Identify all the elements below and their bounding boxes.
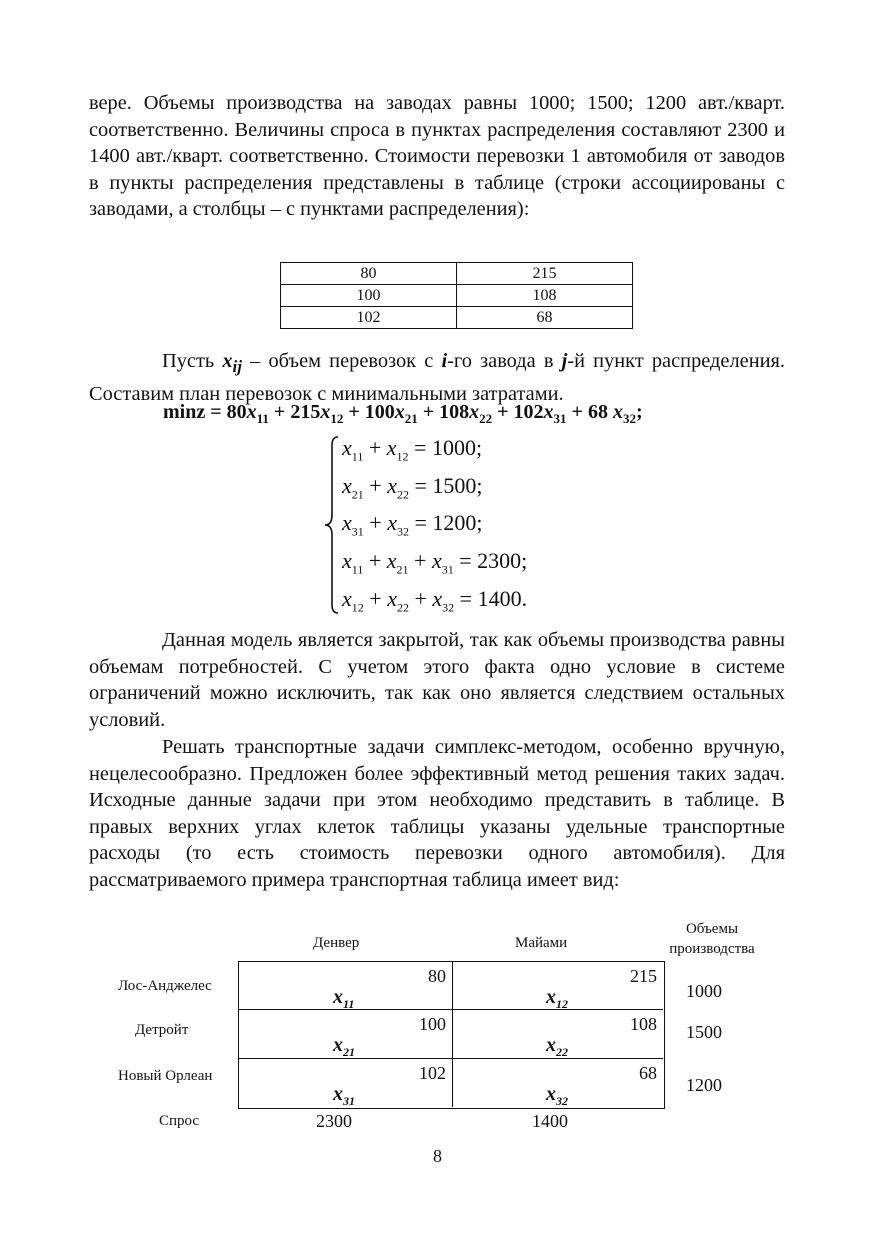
table-cell: [239, 1010, 453, 1059]
table-cell: 100: [281, 285, 457, 307]
table-cell: 108: [457, 285, 633, 307]
constraint-2: $x_{21} + x_{22} = 1500$;: [342, 473, 483, 502]
supply-value: 1500: [686, 1022, 722, 1042]
left-brace: [322, 433, 342, 618]
table-cell: [453, 1010, 663, 1059]
paragraph-closed-model: Данная модель является закрытой, так как объемы производства равны объемам потребностей. С учетом этого факта одно условие в системе ограничений можно исключить, так как оно является следствием остальных условий.: [89, 629, 785, 731]
variable-label: $x_{12}$: [546, 986, 568, 1011]
constraint-3: $x_{31} + x_{32} = 1200$;: [342, 510, 483, 539]
constraint-1: $x_{11} + x_{12} = 1000$;: [342, 435, 483, 464]
table-row: [281, 263, 633, 285]
table-cell: 102: [281, 307, 457, 329]
demand-value: 1400: [532, 1111, 568, 1131]
unit-cost: 108: [630, 1014, 657, 1034]
unit-cost: 102: [419, 1063, 446, 1083]
unit-cost: 100: [419, 1014, 446, 1034]
objective-function: $\min z = 80x_{11} + 215x_{12} + 100x_{21} + 108x_{22} + 102x_{31} + 68$ $x_{32}$;: [163, 401, 643, 426]
paragraph-intro: вере. Объемы производства на заводах равны 1000; 1500; 1200 авт./кварт. соответственно. Величины спроса в пунктах распределения составляют 2300 и 1400 авт./кварт. соответственно. Стоимости перевозки 1 автомобиля от заводов в пункты распределения представлены в таблице (строки ассоциированы с заводами, а столбцы – с пунктами распределения):: [89, 92, 785, 220]
paragraph-method: Решать транспортные задачи симплекс-методом, особенно вручную, нецелесообразно. Предложен более эффективный метод решения таких задач. Исходные данные задачи при этом необходимо представить в таблице. В правых верхних углах клеток таблицы указаны удельные транспортные расходы (то есть стоимость перевозки одного автомобиля). Для рассматриваемого примера транспортная таблица имеет вид:: [89, 736, 785, 891]
variable-label: $x_{11}$: [333, 986, 355, 1011]
supply-value: 1000: [686, 981, 722, 1001]
supply-value: 1200: [686, 1075, 722, 1095]
page-number: 8: [433, 1146, 442, 1166]
table-cell: 80: [281, 263, 457, 285]
transport-table: [238, 961, 665, 1109]
table-cell: [453, 962, 663, 1010]
constraint-4: $x_{11} + x_{21} + x_{31} = 2300$;: [342, 548, 528, 577]
row-label-detroit: Детройт: [135, 1022, 189, 1038]
table-row: [281, 285, 633, 307]
paragraph-variables: Пусть $x_{ij}$ – объем перевозок с i-го завода в j-й пункт распределения. Составим план перевозок с минимальными затратами.: [89, 350, 786, 405]
variable-label: $x_{32}$: [546, 1083, 568, 1108]
unit-cost: 80: [428, 966, 446, 986]
table-cell: [239, 1059, 453, 1107]
row-label-new-orleans: Новый Орлеан: [118, 1068, 213, 1084]
table-cell: 215: [457, 263, 633, 285]
cost-table: [280, 262, 633, 329]
row-label-los-angeles: Лос-Анджелес: [118, 978, 212, 994]
constraint-5: $x_{12} + x_{22} + x_{32} = 1400$.: [342, 586, 528, 615]
demand-value: 2300: [316, 1111, 352, 1131]
unit-cost: 215: [630, 966, 657, 986]
unit-cost: 68: [639, 1063, 657, 1083]
table-row: [281, 307, 633, 329]
column-header-miami: Майами: [515, 935, 568, 951]
table-cell: [453, 1059, 663, 1107]
supply-header: Объемы производства: [669, 921, 755, 957]
table-cell: [239, 962, 453, 1010]
variable-label: $x_{22}$: [546, 1034, 568, 1059]
variable-label: $x_{31}$: [333, 1083, 355, 1108]
variable-label: $x_{21}$: [333, 1034, 355, 1059]
column-header-denver: Денвер: [313, 935, 360, 951]
table-cell: 68: [457, 307, 633, 329]
demand-label: Спрос: [159, 1113, 200, 1129]
